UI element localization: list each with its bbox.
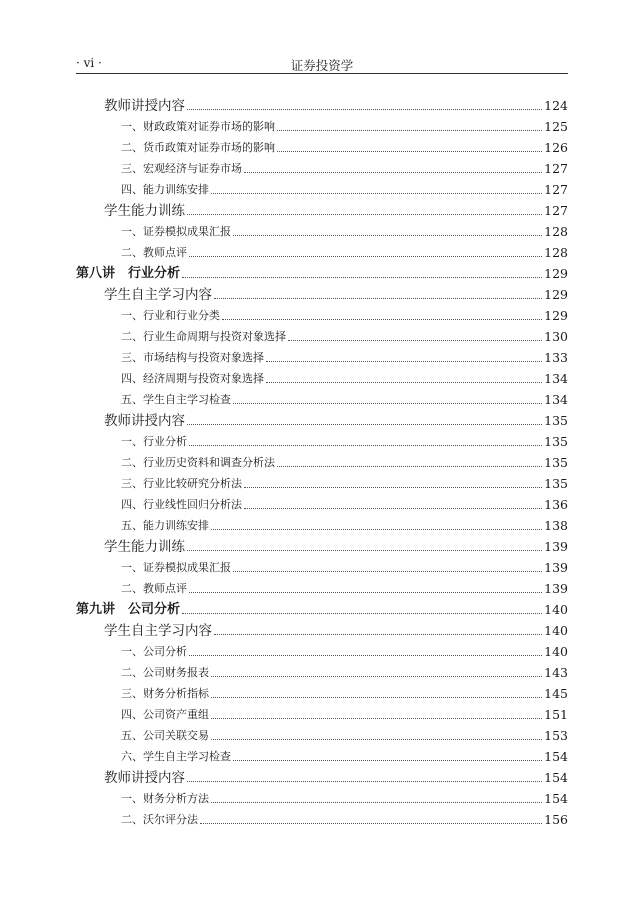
toc-entry-page: 128 bbox=[544, 224, 568, 239]
dot-leader bbox=[266, 382, 542, 383]
toc-entry-page: 128 bbox=[544, 245, 568, 260]
dot-leader bbox=[189, 655, 542, 656]
toc-entry-page: 151 bbox=[544, 707, 568, 722]
dot-leader bbox=[189, 256, 542, 257]
toc-subsection-entry[interactable] bbox=[76, 429, 568, 450]
dot-leader bbox=[244, 172, 542, 173]
dot-leader bbox=[244, 487, 542, 488]
toc-entry-page: 127 bbox=[544, 182, 568, 197]
toc-subsection-entry[interactable] bbox=[76, 492, 568, 513]
dot-leader bbox=[233, 403, 542, 404]
toc-entry-page: 154 bbox=[544, 770, 568, 785]
toc-entry-label: 五、学生自主学习检查 bbox=[121, 393, 231, 406]
toc-section-entry[interactable] bbox=[76, 618, 568, 639]
toc-entry-label: 三、宏观经济与证券市场 bbox=[121, 162, 242, 175]
toc-section-entry[interactable] bbox=[76, 408, 568, 429]
toc-entry-page: 135 bbox=[544, 413, 568, 428]
toc-subsection-entry[interactable] bbox=[76, 786, 568, 807]
toc-subsection-entry[interactable] bbox=[76, 219, 568, 240]
toc-subsection-entry[interactable] bbox=[76, 723, 568, 744]
toc-entry-label: 五、能力训练安排 bbox=[121, 519, 209, 532]
toc-section-entry[interactable] bbox=[76, 282, 568, 303]
toc-entry-page: 126 bbox=[544, 140, 568, 155]
dot-leader bbox=[211, 697, 542, 698]
toc-entry-page: 145 bbox=[544, 686, 568, 701]
dot-leader bbox=[211, 193, 542, 194]
toc-entry-label: 第九讲 公司分析 bbox=[76, 602, 181, 617]
dot-leader bbox=[182, 277, 542, 278]
toc-entry-label: 一、行业和行业分类 bbox=[121, 309, 220, 322]
toc-entry-label: 学生自主学习内容 bbox=[104, 287, 212, 303]
dot-leader bbox=[187, 781, 542, 782]
toc-entry-page: 129 bbox=[544, 308, 568, 323]
toc-subsection-entry[interactable] bbox=[76, 576, 568, 597]
dot-leader bbox=[187, 109, 542, 110]
toc-entry-page: 153 bbox=[544, 728, 568, 743]
toc-entry-page: 154 bbox=[544, 791, 568, 806]
toc-entry-label: 二、教师点评 bbox=[121, 582, 187, 595]
toc-subsection-entry[interactable] bbox=[76, 702, 568, 723]
toc-entry-page: 154 bbox=[544, 749, 568, 764]
dot-leader bbox=[277, 466, 542, 467]
toc-entry-label: 学生能力训练 bbox=[104, 539, 185, 555]
toc-entry-label: 三、财务分析指标 bbox=[121, 687, 209, 700]
toc-entry-page: 129 bbox=[544, 266, 568, 281]
dot-leader bbox=[211, 718, 542, 719]
toc-entry-label: 二、货币政策对证券市场的影响 bbox=[121, 141, 275, 154]
toc-entry-page: 134 bbox=[544, 371, 568, 386]
dot-leader bbox=[277, 130, 542, 131]
toc-entry-label: 三、行业比较研究分析法 bbox=[121, 477, 242, 490]
dot-leader bbox=[211, 739, 542, 740]
toc-subsection-entry[interactable] bbox=[76, 513, 568, 534]
toc-entry-label: 一、行业分析 bbox=[121, 435, 187, 448]
toc-entry-page: 143 bbox=[544, 665, 568, 680]
toc-entry-label: 第八讲 行业分析 bbox=[76, 266, 181, 281]
toc-subsection-entry[interactable] bbox=[76, 156, 568, 177]
toc-entry-label: 学生自主学习内容 bbox=[104, 623, 212, 639]
dot-leader bbox=[214, 634, 542, 635]
toc-entry-page: 140 bbox=[544, 602, 568, 617]
dot-leader bbox=[222, 319, 542, 320]
toc-entry-label: 五、公司关联交易 bbox=[121, 729, 209, 742]
toc-subsection-entry[interactable] bbox=[76, 471, 568, 492]
toc-entry-label: 四、经济周期与投资对象选择 bbox=[121, 372, 264, 385]
toc-entry-page: 136 bbox=[544, 497, 568, 512]
dot-leader bbox=[187, 214, 542, 215]
dot-leader bbox=[189, 592, 542, 593]
toc-entry-label: 一、证券模拟成果汇报 bbox=[121, 561, 231, 574]
toc-subsection-entry[interactable] bbox=[76, 114, 568, 135]
running-header bbox=[76, 56, 568, 74]
toc-entry-label: 四、能力训练安排 bbox=[121, 183, 209, 196]
dot-leader bbox=[200, 823, 542, 824]
toc-entry-page: 124 bbox=[544, 98, 568, 113]
toc-entry-label: 教师讲授内容 bbox=[104, 413, 185, 429]
toc-entry-label: 学生能力训练 bbox=[104, 203, 185, 219]
toc-entry-label: 教师讲授内容 bbox=[104, 98, 185, 114]
dot-leader bbox=[187, 550, 542, 551]
toc-entry-page: 135 bbox=[544, 434, 568, 449]
toc-entry-page: 135 bbox=[544, 455, 568, 470]
dot-leader bbox=[211, 529, 542, 530]
dot-leader bbox=[182, 613, 542, 614]
toc-entry-label: 六、学生自主学习检查 bbox=[121, 750, 231, 763]
dot-leader bbox=[211, 802, 542, 803]
toc-section-entry[interactable] bbox=[76, 534, 568, 555]
toc-subsection-entry[interactable] bbox=[76, 744, 568, 765]
toc-chapter-entry[interactable] bbox=[76, 261, 568, 282]
dot-leader bbox=[233, 760, 542, 761]
toc-entry-label: 一、公司分析 bbox=[121, 645, 187, 658]
toc-entry-label: 二、公司财务报表 bbox=[121, 666, 209, 679]
toc-subsection-entry[interactable] bbox=[76, 639, 568, 660]
dot-leader bbox=[233, 235, 542, 236]
toc-subsection-entry[interactable] bbox=[76, 345, 568, 366]
toc-entry-label: 一、财务分析方法 bbox=[121, 792, 209, 805]
toc-subsection-entry[interactable] bbox=[76, 240, 568, 261]
toc-entry-label: 二、行业生命周期与投资对象选择 bbox=[121, 330, 286, 343]
dot-leader bbox=[277, 151, 542, 152]
toc-subsection-entry[interactable] bbox=[76, 807, 568, 828]
toc-entry-label: 二、教师点评 bbox=[121, 246, 187, 259]
toc-entry-label: 一、财政政策对证券市场的影响 bbox=[121, 120, 275, 133]
toc-subsection-entry[interactable] bbox=[76, 450, 568, 471]
dot-leader bbox=[244, 508, 542, 509]
toc-subsection-entry[interactable] bbox=[76, 324, 568, 345]
toc-subsection-entry[interactable] bbox=[76, 555, 568, 576]
toc-entry-page: 125 bbox=[544, 119, 568, 134]
toc-subsection-entry[interactable] bbox=[76, 387, 568, 408]
toc-entry-page: 140 bbox=[544, 644, 568, 659]
dot-leader bbox=[189, 445, 542, 446]
toc-entry-page: 138 bbox=[544, 518, 568, 533]
toc-subsection-entry[interactable] bbox=[76, 303, 568, 324]
dot-leader bbox=[288, 340, 542, 341]
toc-entry-page: 135 bbox=[544, 476, 568, 491]
toc-subsection-entry[interactable] bbox=[76, 366, 568, 387]
dot-leader bbox=[211, 676, 542, 677]
toc-entry-page: 133 bbox=[544, 350, 568, 365]
toc-subsection-entry[interactable] bbox=[76, 135, 568, 156]
toc-entry-page: 139 bbox=[544, 560, 568, 575]
dot-leader bbox=[233, 571, 542, 572]
toc-entry-page: 134 bbox=[544, 392, 568, 407]
toc-entry-page: 127 bbox=[544, 203, 568, 218]
toc-entry-page: 127 bbox=[544, 161, 568, 176]
toc-entry-page: 140 bbox=[544, 623, 568, 638]
toc-entry-page: 139 bbox=[544, 581, 568, 596]
toc-entry-label: 二、沃尔评分法 bbox=[121, 813, 198, 826]
toc-subsection-entry[interactable] bbox=[76, 177, 568, 198]
toc-entry-page: 139 bbox=[544, 539, 568, 554]
book-title: 证券投资学 bbox=[290, 58, 354, 73]
toc-entry-label: 四、行业线性回归分析法 bbox=[121, 498, 242, 511]
toc-section-entry[interactable] bbox=[76, 93, 568, 114]
toc-entry-label: 教师讲授内容 bbox=[104, 770, 185, 786]
toc-entry-label: 一、证券模拟成果汇报 bbox=[121, 225, 231, 238]
page-number: · vi · bbox=[76, 56, 102, 70]
dot-leader bbox=[187, 424, 542, 425]
toc-entry-label: 三、市场结构与投资对象选择 bbox=[121, 351, 264, 364]
toc-entry-label: 四、公司资产重组 bbox=[121, 708, 209, 721]
toc-subsection-entry[interactable] bbox=[76, 660, 568, 681]
toc-entry-page: 129 bbox=[544, 287, 568, 302]
toc-entry-label: 二、行业历史资料和调查分析法 bbox=[121, 456, 275, 469]
toc-chapter-entry[interactable] bbox=[76, 597, 568, 618]
table-of-contents bbox=[76, 93, 568, 828]
toc-entry-page: 156 bbox=[544, 812, 568, 827]
toc-section-entry[interactable] bbox=[76, 198, 568, 219]
toc-section-entry[interactable] bbox=[76, 765, 568, 786]
toc-entry-page: 130 bbox=[544, 329, 568, 344]
dot-leader bbox=[214, 298, 542, 299]
toc-subsection-entry[interactable] bbox=[76, 681, 568, 702]
dot-leader bbox=[266, 361, 542, 362]
